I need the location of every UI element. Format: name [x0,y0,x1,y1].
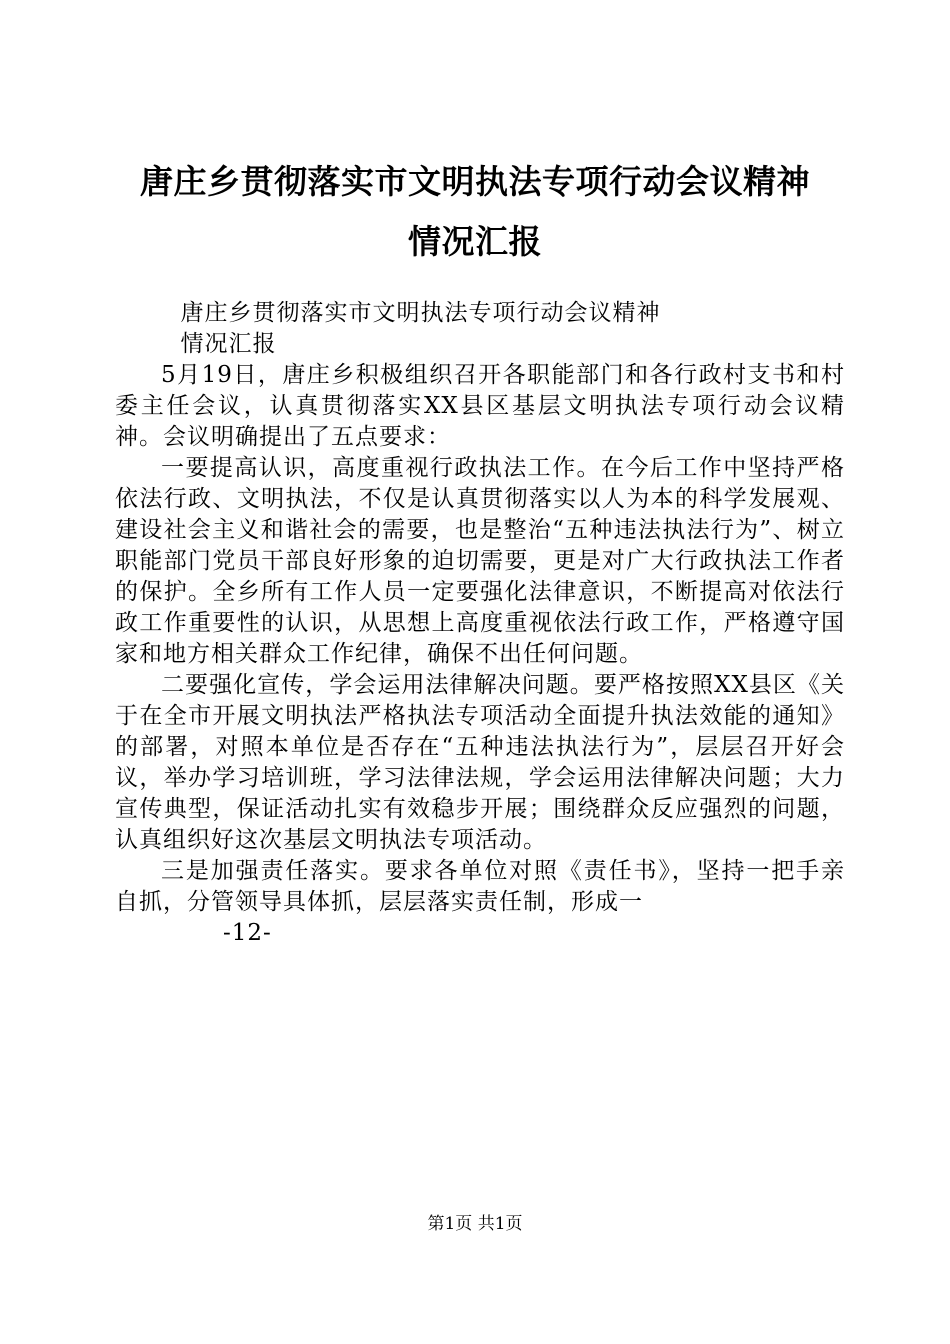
paragraph-point-two: 二要强化宣传，学会运用法律解决问题。要严格按照XX县区《关于在全市开展文明执法严格执法专项活动全面提升执法效能的通知》的部署，对照本单位是否存在“五种违法执法行为”，层层召开好会议，举办学习培训班，学习法律法规，学会运用法律解决问题；大力宣传典型，保证活动扎实有效稳步开展；围绕群众反应强烈的问题，认真组织好这次基层文明执法专项活动。 [115,672,845,853]
page-footer: 第1页 共1页 [427,1214,523,1234]
subtitle-line2: 情况汇报 [180,331,277,357]
paragraph-point-one: 一要提高认识，高度重视行政执法工作。在今后工作中坚持严格依法行政、文明执法，不仅是认真贯彻落实以人为本的科学发展观、建设社会主义和谐社会的需要，也是整治“五种违法执法行为”、树立职能部门党员干部良好形象的迫切需要，更是对广大行政执法工作者的保护。全乡所有工作人员一定要强化法律意识，不断提高对依法行政工作重要性的认识，从思想上高度重视依法行政工作，严格遵守国家和地方相关群众工作纪律，确保不出任何问题。 [115,455,845,667]
document-body [115,298,845,949]
subtitle-line1: 唐庄乡贯彻落实市文明执法专项行动会议精神 [180,300,661,326]
paragraph-intro: 5月19日，唐庄乡积极组织召开各职能部门和各行政村支书和村委主任会议，认真贯彻落实XX县区基层文明执法专项行动会议精神。会议明确提出了五点要求： [115,362,845,450]
paragraph-point-three: 三是加强责任落实。要求各单位对照《责任书》，坚持一把手亲自抓，分管领导具体抓，层层落实责任制，形成一 [115,858,845,915]
document-title-line2: 情况汇报 [408,222,542,261]
page-marker: -12- [223,920,272,946]
document-title-line1: 唐庄乡贯彻落实市文明执法专项行动会议精神 [140,162,810,201]
